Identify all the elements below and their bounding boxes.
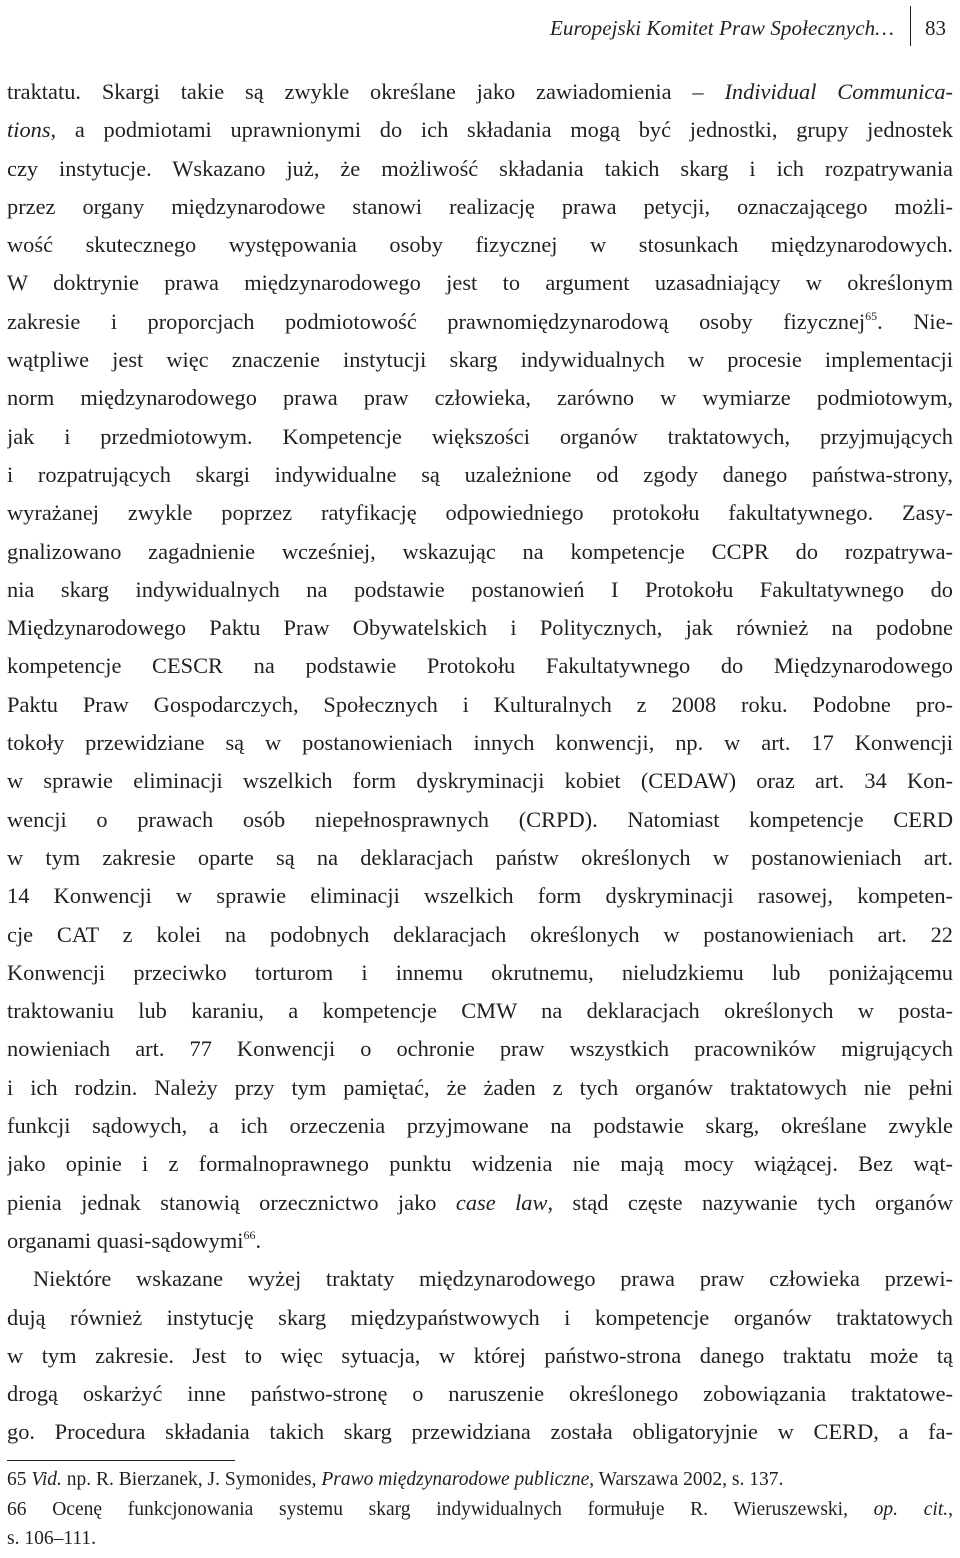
- text-line: funkcji sądowych, a ich orzeczenia przyjmowane na podstawie skarg, określane zwykle: [7, 1113, 953, 1139]
- text-line: Międzynarodowego Paktu Praw Obywatelskich i Politycznych, jak również na podobne: [7, 615, 953, 641]
- text-line: zakresie i proporcjach podmiotowość prawnomiędzynarodową osoby fizycznej$^{65}$. Nie-: [7, 308, 953, 334]
- text-line: kompetencje CESCR na podstawie Protokołu Fakultatywnego do Międzynarodowego: [7, 653, 953, 679]
- text-line: W doktrynie prawa międzynarodowego jest to argument uzasadniający w określonym: [7, 270, 953, 296]
- page-header: [0, 6, 960, 46]
- footnote-66: 66 Ocenę funkcjonowania systemu skarg indywidualnych formułuje R. Wieruszewski, op. cit.,: [7, 1498, 953, 1520]
- footnote-ref-66: 66: [243, 1227, 256, 1242]
- text-line: wość skutecznego występowania osoby fizycznej w stosunkach międzynarodowych.: [7, 232, 953, 258]
- main-text: [7, 73, 953, 1452]
- text-line: i rozpatrujących skargi indywidualne są uzależnione od zgody danego państwa-strony,: [7, 461, 953, 487]
- text-line: pienia jednak stanowią orzecznictwo jako case law, stąd częste nazywanie tych organów: [7, 1189, 953, 1215]
- text-line: wątpliwe jest więc znaczenie instytucji skarg indywidualnych w procesie implementacji: [7, 347, 953, 373]
- text-line: nowieniach art. 77 Konwencji o ochronie praw wszystkich pracowników migrujących: [7, 1036, 953, 1062]
- text-line: czy instytucje. Wskazano już, że możliwość składania takich skarg i ich rozpatrywania: [7, 155, 953, 181]
- text-line: jak i przedmiotowym. Kompetencje większości organów traktatowych, przyjmujących: [7, 423, 953, 449]
- text-line: organami quasi-sądowymi$^{66}$.: [7, 1227, 262, 1253]
- text-line: w sprawie eliminacji wszelkich form dyskryminacji kobiet (CEDAW) oraz art. 34 Kon-: [7, 768, 953, 794]
- text-line: tokoły przewidziane są w postanowieniach innych konwencji, np. w art. 17 Konwencji: [7, 730, 953, 756]
- footnote-divider: [7, 1460, 235, 1461]
- text-line: wyrażanej zwykle poprzez ratyfikację odpowiedniego protokołu fakultatywnego. Zasy-: [7, 500, 953, 526]
- page-number: 83: [925, 16, 946, 40]
- text-line: w tym zakresie. Jest to więc sytuacja, w której państwo-strona danego traktatu może tą: [7, 1342, 953, 1368]
- text-line: go. Procedura składania takich skarg przewidziana została obligatoryjnie w CERD, a fa-: [7, 1419, 953, 1445]
- header-divider: [910, 6, 911, 46]
- footnotes: [7, 1465, 953, 1554]
- text-line: drogą oskarżyć inne państwo-stronę o naruszenie określonego zobowiązania traktatowe-: [7, 1381, 953, 1407]
- text-line: jako opinie i z formalnoprawnego punktu widzenia nie mają mocy wiążącej. Bez wąt-: [7, 1151, 953, 1177]
- text-line: nia skarg indywidualnych na podstawie postanowień I Protokołu Fakultatywnego do: [7, 576, 953, 602]
- footnote-65: 65 Vid. np. R. Bierzanek, J. Symonides, Prawo międzynarodowe publiczne, Warszawa 2002, s. 137.: [7, 1469, 784, 1490]
- text-line: traktowaniu lub karaniu, a kompetencje CMW na deklaracjach określonych w posta-: [7, 998, 953, 1024]
- footnote-66-continuation: s. 106–111.: [7, 1528, 97, 1549]
- text-line: Niektóre wskazane wyżej traktaty międzynarodowego prawa praw człowieka przewi-: [33, 1266, 953, 1292]
- text-line: traktatu. Skargi takie są zwykle określane jako zawiadomienia – Individual Communica-: [7, 79, 953, 104]
- text-line: i ich rodzin. Należy przy tym pamiętać, że żaden z tych organów traktatowych nie pełni: [7, 1074, 953, 1100]
- text-line: norm międzynarodowego prawa praw człowieka, zarówno w wymiarze podmiotowym,: [7, 385, 953, 411]
- text-line: wencji o prawach osób niepełnosprawnych (CRPD). Natomiast kompetencje CERD: [7, 806, 953, 832]
- text-line: tions, a podmiotami uprawnionymi do ich składania mogą być jednostki, grupy jednostek: [7, 117, 953, 143]
- text-line: w tym zakresie oparte są na deklaracjach państw określonych w postanowieniach art.: [7, 844, 953, 870]
- text-line: Paktu Praw Gospodarczych, Społecznych i Kulturalnych z 2008 roku. Podobne pro-: [7, 691, 953, 717]
- text-line: gnalizowano zagadnienie wcześniej, wskazując na kompetencje CCPR do rozpatrywa-: [7, 538, 953, 564]
- footnote-ref-65: 65: [865, 308, 878, 323]
- text-line: Konwencji przeciwko torturom i innemu okrutnemu, nieludzkiemu lub poniżającemu: [7, 959, 953, 985]
- text-line: 14 Konwencji w sprawie eliminacji wszelkich form dyskryminacji rasowej, kompeten-: [7, 883, 953, 909]
- text-line: przez organy międzynarodowe stanowi realizację prawa petycji, oznaczającego możli-: [7, 193, 953, 219]
- running-title: Europejski Komitet Praw Społecznych…: [549, 16, 894, 40]
- text-line: cje CAT z kolei na podobnych deklaracjach określonych w postanowieniach art. 22: [7, 921, 953, 947]
- text-line: dują również instytucję skarg międzypaństwowych i kompetencje organów traktatowych: [7, 1304, 953, 1330]
